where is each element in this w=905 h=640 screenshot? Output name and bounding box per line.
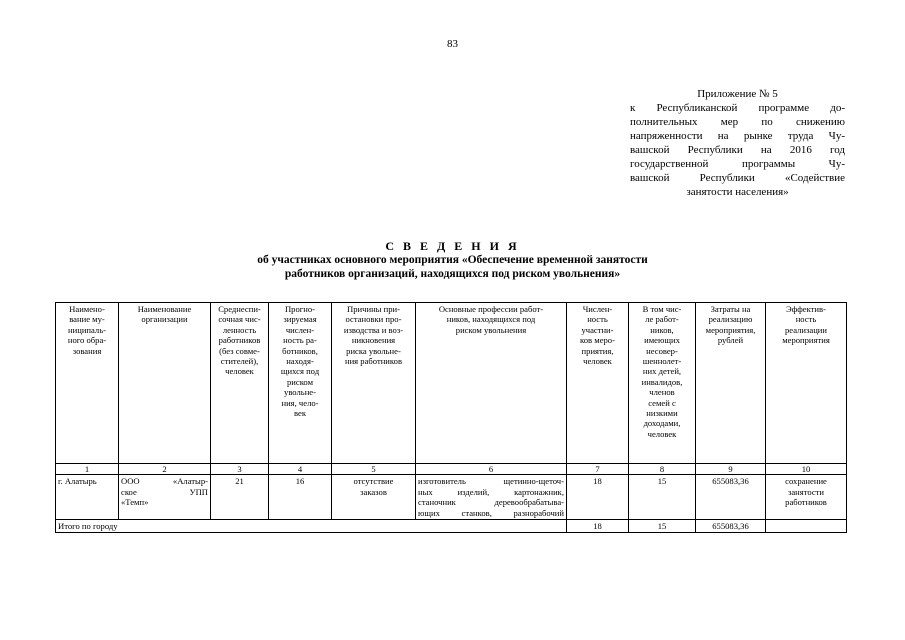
cell-text-line: зируемая bbox=[283, 314, 317, 325]
cell-text-line: Основные профессии работ- bbox=[438, 304, 544, 314]
table-row bbox=[56, 475, 847, 520]
header-cell bbox=[416, 303, 567, 464]
cell-text-line: работников bbox=[785, 497, 827, 508]
document-heading bbox=[0, 239, 905, 281]
column-number: 6 bbox=[416, 464, 567, 475]
cell-text-line: риска увольне- bbox=[346, 345, 401, 356]
cell-text-line: щихся под bbox=[280, 366, 320, 377]
header-cell bbox=[567, 303, 629, 464]
appendix-line: вашской Республики «Содействие bbox=[630, 172, 845, 184]
header-cell bbox=[211, 303, 269, 464]
cell-text-line: ботников, bbox=[282, 345, 318, 356]
cell-text-line: ООО «Алатыр- bbox=[121, 476, 208, 487]
cell-text-line: риском увольнения bbox=[455, 324, 527, 335]
cell-text-line: доходами, bbox=[643, 418, 681, 429]
column-number: 8 bbox=[629, 464, 696, 475]
cell-text-line: членов bbox=[649, 387, 675, 398]
header-cell bbox=[269, 303, 332, 464]
total-label: Итого по городу bbox=[56, 520, 567, 533]
cell-text-line: (без совме- bbox=[219, 345, 260, 356]
cell-text-line: Причины при- bbox=[347, 304, 400, 314]
cell-text-line: век bbox=[294, 408, 306, 419]
reasons-cell bbox=[332, 475, 416, 520]
cell-text-line: изготовитель щетинно-щеточ- bbox=[418, 476, 564, 487]
cell-text-line: ское УПП bbox=[121, 486, 208, 497]
total-including: 15 bbox=[629, 520, 696, 533]
cell-text-line: Наименование bbox=[137, 304, 192, 314]
cell-text-line: Прогно- bbox=[284, 304, 316, 314]
cell-text-line: заказов bbox=[360, 486, 387, 497]
header-cell bbox=[56, 303, 119, 464]
cell-text-line: Эффектив- bbox=[786, 304, 826, 314]
cell-text-line: вание му- bbox=[69, 314, 105, 325]
cell-text-line: имеющих bbox=[644, 335, 680, 346]
cell-text-line: семей с bbox=[648, 397, 676, 408]
cell-text-line: приятия, bbox=[581, 345, 614, 356]
cell-text-line: риском bbox=[286, 376, 314, 387]
cell-text-line: ного обра- bbox=[67, 335, 107, 346]
cell-text-line: человек bbox=[583, 356, 612, 367]
appendix-line: полнительных мер по снижению bbox=[630, 116, 845, 128]
cell-text-line: низкими bbox=[646, 408, 678, 419]
cell-text-line: Наимено- bbox=[69, 304, 105, 314]
forecast-at-risk-cell: 16 bbox=[269, 475, 332, 520]
appendix-last-line: занятости населения» bbox=[686, 186, 789, 198]
professions-cell bbox=[416, 475, 567, 520]
cell-text-line: ков меро- bbox=[580, 335, 615, 346]
participants-cell: 18 bbox=[567, 475, 629, 520]
cell-text-line: инвалидов, bbox=[641, 376, 683, 387]
cell-text-line: них детей, bbox=[642, 366, 682, 377]
cell-text-line: числен- bbox=[285, 324, 315, 335]
cell-text-line: ность bbox=[795, 314, 817, 325]
appendix-title: Приложение № 5 bbox=[697, 88, 778, 100]
cell-text-line: человек bbox=[225, 366, 254, 377]
cell-text-line: организации bbox=[141, 314, 188, 325]
header-cell bbox=[766, 303, 847, 464]
cell-text-line: Среднеспи- bbox=[218, 304, 261, 314]
cell-text-line: мероприятия bbox=[782, 335, 830, 346]
cell-text-line: увольне- bbox=[284, 387, 316, 398]
cell-text-line: ников, находящихся под bbox=[446, 314, 536, 325]
cell-text-line: ниципаль- bbox=[68, 324, 106, 335]
cell-text-line: Затраты на bbox=[710, 304, 751, 314]
cell-text-line: ле работ- bbox=[645, 314, 679, 325]
avg-headcount-cell: 21 bbox=[211, 475, 269, 520]
cell-text-line: шеннолет- bbox=[642, 356, 682, 367]
cell-text-line: ность bbox=[587, 314, 608, 325]
cell-text-line: стителей), bbox=[220, 356, 259, 367]
cell-text-line: ность ра- bbox=[283, 335, 317, 346]
cell-text-line: ния работников bbox=[344, 356, 402, 367]
column-number: 9 bbox=[696, 464, 766, 475]
cell-text-line: участни- bbox=[581, 324, 614, 335]
total-row bbox=[56, 520, 847, 533]
cell-text-line: находя- bbox=[286, 356, 314, 367]
cell-text-line: ных изделий, картонажник, bbox=[418, 486, 564, 497]
cell-text-line: остановки про- bbox=[345, 314, 402, 325]
cell-text-line: зования bbox=[72, 345, 102, 356]
cell-text-line: В том чис- bbox=[642, 304, 682, 314]
cell-text-line: реализации bbox=[785, 324, 827, 335]
municipality-cell: г. Алатырь bbox=[56, 475, 119, 520]
cell-text-line: рублей bbox=[717, 335, 744, 346]
column-number: 7 bbox=[567, 464, 629, 475]
column-number: 1 bbox=[56, 464, 119, 475]
header-cell bbox=[332, 303, 416, 464]
header-cell bbox=[119, 303, 211, 464]
cell-text-line: ния, чело- bbox=[281, 397, 319, 408]
cell-text-line: сочная чис- bbox=[218, 314, 261, 325]
column-number: 4 bbox=[269, 464, 332, 475]
cell-text-line: ющих станков, разнорабочий bbox=[418, 507, 564, 518]
cell-text-line: Числен- bbox=[582, 304, 613, 314]
page-number: 83 bbox=[447, 38, 458, 50]
heading-line: об участниках основного мероприятия «Обеспечение временной занятости bbox=[257, 254, 648, 266]
cell-text-line: работников bbox=[218, 335, 261, 346]
efficiency-cell bbox=[766, 475, 847, 520]
column-number: 10 bbox=[766, 464, 847, 475]
cell-text-line: реализацию bbox=[708, 314, 753, 325]
column-number: 3 bbox=[211, 464, 269, 475]
appendix-block bbox=[630, 87, 845, 199]
column-number: 2 bbox=[119, 464, 211, 475]
cell-text-line: сохранение bbox=[785, 476, 827, 487]
participants-table bbox=[55, 302, 847, 533]
cell-text-line: несовер- bbox=[646, 345, 678, 356]
total-participants: 18 bbox=[567, 520, 629, 533]
appendix-line: напряженности на рынке труда Чу- bbox=[630, 130, 845, 142]
cell-text-line: ников, bbox=[650, 324, 674, 335]
cell-text-line: ленность bbox=[222, 324, 257, 335]
cell-text-line: мероприятия, bbox=[705, 324, 756, 335]
appendix-line: вашской Республики на 2016 год bbox=[630, 144, 845, 156]
cell-text-line: человек bbox=[647, 428, 677, 439]
header-cell bbox=[696, 303, 766, 464]
total-efficiency bbox=[766, 520, 847, 533]
costs-cell: 655083,36 bbox=[696, 475, 766, 520]
including-cell: 15 bbox=[629, 475, 696, 520]
column-number-row bbox=[56, 464, 847, 475]
appendix-line: к Республиканской программе до- bbox=[630, 102, 845, 114]
cell-text-line: изводства и воз- bbox=[343, 324, 404, 335]
appendix-line: государственной программы Чу- bbox=[630, 158, 845, 170]
organization-cell bbox=[119, 475, 211, 520]
header-cell bbox=[629, 303, 696, 464]
cell-text-line: отсутствие bbox=[353, 476, 394, 487]
cell-text-line: станочник деревообрабатыва- bbox=[418, 497, 564, 508]
cell-text-line: занятости bbox=[787, 486, 825, 497]
heading-line: работников организаций, находящихся под риском увольнения» bbox=[284, 268, 621, 280]
cell-text-line: «Темп» bbox=[121, 497, 149, 508]
cell-text-line: никновения bbox=[351, 335, 396, 346]
table-header-row bbox=[56, 303, 847, 464]
total-costs: 655083,36 bbox=[696, 520, 766, 533]
heading-title: С В Е Д Е Н И Я bbox=[385, 239, 520, 253]
column-number: 5 bbox=[332, 464, 416, 475]
